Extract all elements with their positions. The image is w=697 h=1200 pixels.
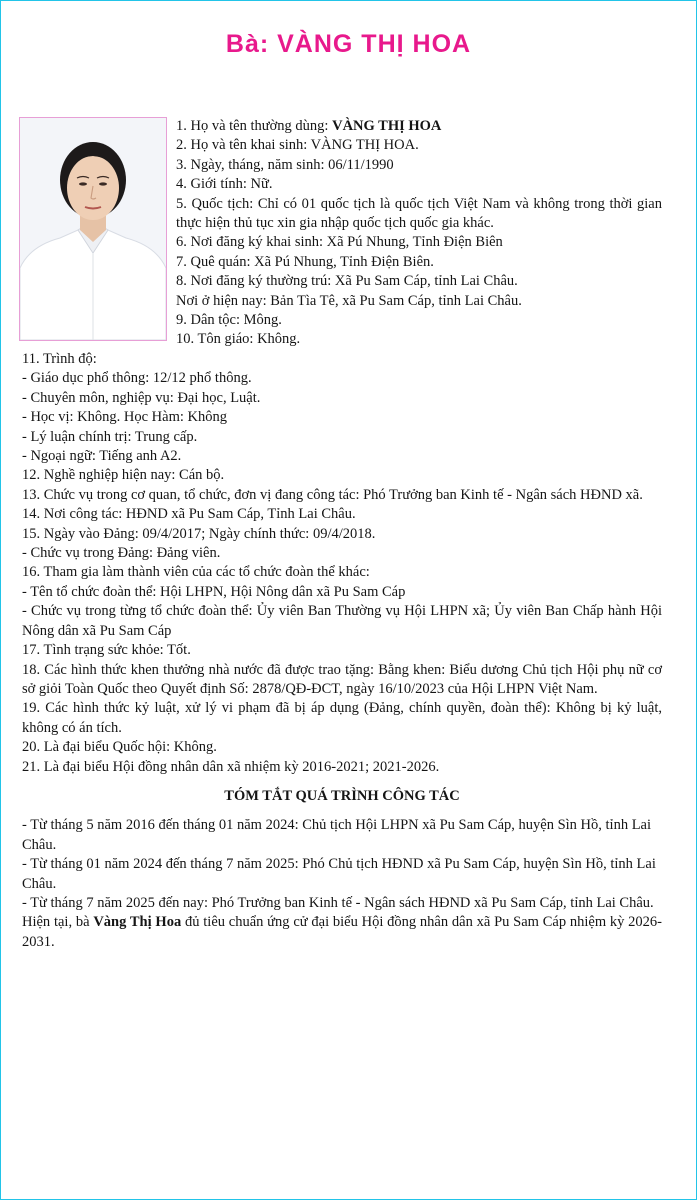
info-line-3: 3. Ngày, tháng, năm sinh: 06/11/1990 bbox=[176, 156, 394, 173]
info-line-6: 6. Nơi đăng ký khai sinh: Xã Pú Nhung, Tỉnh Điện Biên bbox=[176, 234, 503, 251]
detail-line-11b: - Chuyên môn, nghiệp vụ: Đại học, Luật. bbox=[22, 389, 261, 406]
full-name-label: 1. Họ và tên thường dùng: bbox=[176, 118, 333, 134]
detail-line-12: 12. Nghề nghiệp hiện nay: Cán bộ. bbox=[22, 467, 225, 484]
work-history-heading: TÓM TẮT QUÁ TRÌNH CÔNG TÁC bbox=[224, 787, 460, 804]
detail-line-14: 14. Nơi công tác: HĐND xã Pu Sam Cáp, Tỉnh Lai Châu. bbox=[22, 506, 356, 523]
detail-line-16a: - Tên tổ chức đoàn thể: Hội LHPN, Hội Nông dân xã Pu Sam Cáp bbox=[22, 583, 406, 600]
work-history-item-2: - Từ tháng 01 năm 2024 đến tháng 7 năm 2025: Phó Chủ tịch HĐND xã Pu Sam Cáp, huyện Sìn Hồ, tỉnh Lai Châu. bbox=[22, 856, 656, 892]
eligibility-name: Vàng Thị Hoa bbox=[93, 914, 182, 931]
eligibility-prefix: Hiện tại, bà bbox=[22, 914, 94, 931]
full-name-value: VÀNG THỊ HOA bbox=[332, 118, 442, 134]
work-history-item-1: - Từ tháng 5 năm 2016 đến tháng 01 năm 2024: Chủ tịch Hội LHPN xã Pu Sam Cáp, huyện Sìn Hồ, tỉnh Lai Châu. bbox=[22, 817, 652, 853]
info-line-7: 7. Quê quán: Xã Pú Nhung, Tỉnh Điện Biên. bbox=[176, 253, 434, 270]
personal-info-block bbox=[176, 117, 662, 350]
detail-line-16b: - Chức vụ trong từng tổ chức đoàn thể: Ủy viên Ban Thường vụ Hội LHPN xã; Ủy viên Ban Chấp hành Hội Nông dân xã Pu Sam Cáp bbox=[22, 603, 662, 639]
detail-line-13: 13. Chức vụ trong cơ quan, tổ chức, đơn vị đang công tác: Phó Trưởng ban Kinh tế - Ngân sách HĐND xã. bbox=[22, 486, 643, 503]
detail-line-21: 21. Là đại biểu Hội đồng nhân dân xã nhiệm kỳ 2016-2021; 2021-2026. bbox=[22, 758, 440, 775]
info-line-10: 10. Tôn giáo: Không. bbox=[176, 331, 301, 348]
info-line-9: 9. Dân tộc: Mông. bbox=[176, 312, 282, 329]
detail-line-16: 16. Tham gia làm thành viên của các tổ chức đoàn thể khác: bbox=[22, 564, 370, 581]
detail-line-19: 19. Các hình thức kỷ luật, xử lý vi phạm đã bị áp dụng (Đảng, chính quyền, đoàn thể): Không bị kỷ luật, không có án tích. bbox=[22, 700, 662, 736]
info-line-4: 4. Giới tính: Nữ. bbox=[176, 176, 273, 193]
detail-line-20: 20. Là đại biểu Quốc hội: Không. bbox=[22, 739, 217, 756]
details-block bbox=[22, 350, 662, 952]
detail-line-17: 17. Tình trạng sức khỏe: Tốt. bbox=[22, 642, 191, 659]
info-line-1 bbox=[176, 117, 662, 136]
candidate-portrait-photo bbox=[19, 117, 167, 341]
detail-line-11e: - Ngoại ngữ: Tiếng anh A2. bbox=[22, 448, 182, 465]
detail-line-11a: - Giáo dục phổ thông: 12/12 phổ thông. bbox=[22, 370, 252, 387]
detail-line-15a: - Chức vụ trong Đảng: Đảng viên. bbox=[22, 545, 221, 562]
detail-line-15: 15. Ngày vào Đảng: 09/4/2017; Ngày chính thức: 09/4/2018. bbox=[22, 525, 376, 542]
page-title: Bà: VÀNG THỊ HOA bbox=[225, 30, 472, 58]
info-line-5: 5. Quốc tịch: Chỉ có 01 quốc tịch là quốc tịch Việt Nam và không trong thời gian thực hiện thủ tục xin gia nhập quốc tịch quốc gia khác. bbox=[176, 195, 662, 232]
work-history-item-3: - Từ tháng 7 năm 2025 đến nay: Phó Trưởng ban Kinh tế - Ngân sách HĐND xã Pu Sam Cáp, tỉnh Lai Châu. bbox=[22, 894, 654, 911]
info-line-8b: Nơi ở hiện nay: Bản Tìa Tê, xã Pu Sam Cáp, tỉnh Lai Châu. bbox=[176, 292, 522, 309]
info-line-2: 2. Họ và tên khai sinh: VÀNG THỊ HOA. bbox=[176, 137, 419, 154]
detail-line-11c: - Học vị: Không. Học Hàm: Không bbox=[22, 409, 227, 426]
detail-line-11: 11. Trình độ: bbox=[22, 351, 97, 367]
eligibility-suffix: đủ tiêu chuẩn ứng cử đại biểu Hội đồng nhân dân xã Pu Sam Cáp nhiệm kỳ 2026-2031. bbox=[22, 914, 662, 950]
detail-line-18: 18. Các hình thức khen thưởng nhà nước đã được trao tặng: Bằng khen: Biểu dương Chủ tịch Hội phụ nữ cơ sở giỏi Toàn Quốc theo Quyết định Số: 2878/QĐ-ĐCT, ngày 16/10/2023 của Hội LHPN Việt Nam. bbox=[22, 661, 662, 697]
eligibility-statement bbox=[22, 913, 662, 952]
detail-line-11d: - Lý luận chính trị: Trung cấp. bbox=[22, 428, 198, 445]
info-line-8: 8. Nơi đăng ký thường trú: Xã Pu Sam Cáp, tỉnh Lai Châu. bbox=[176, 273, 518, 290]
